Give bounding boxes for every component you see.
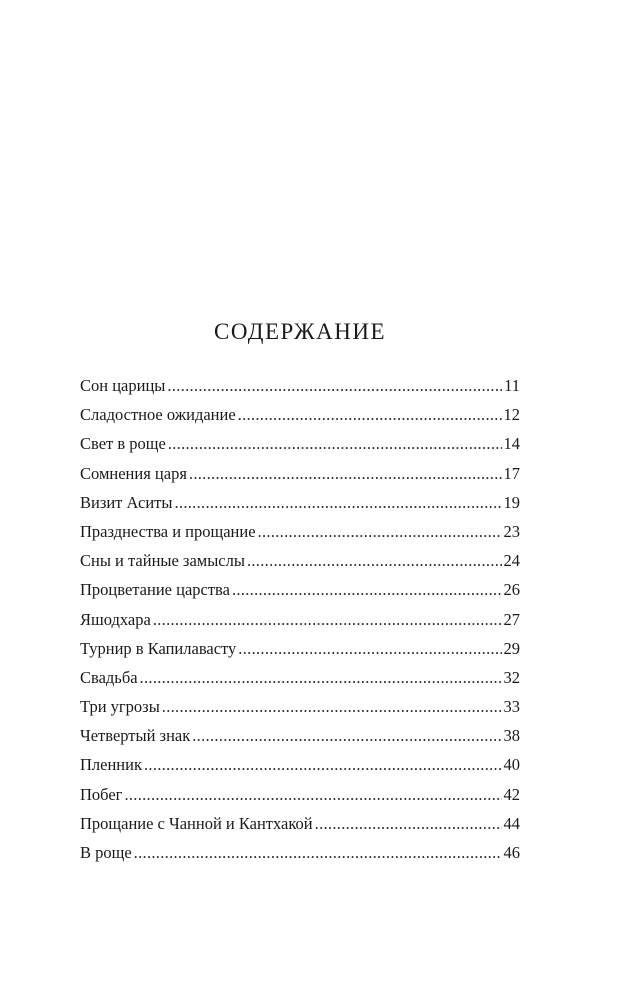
toc-entry-page: 33 xyxy=(503,697,520,717)
toc-entry xyxy=(80,371,520,400)
toc-entry-label: В роще xyxy=(80,843,132,862)
toc-entry xyxy=(80,488,520,517)
toc-entry-page: 14 xyxy=(503,434,520,454)
toc-entry-page: 42 xyxy=(503,784,520,804)
toc-entry xyxy=(80,400,520,429)
toc-entry-label: Свет в роще xyxy=(80,434,166,454)
toc-entry-page: 32 xyxy=(503,667,520,687)
toc-entry-label: Сны и тайные замыслы xyxy=(80,551,245,571)
dot-leader xyxy=(153,605,502,634)
toc-entry-label: Три угрозы xyxy=(80,697,160,717)
toc-entry-label: Турнир в Капилавасту xyxy=(80,638,237,658)
toc-entry-page: 26 xyxy=(503,580,520,600)
toc-entry xyxy=(80,809,520,838)
toc-entry xyxy=(80,546,520,575)
toc-entry-page: 38 xyxy=(503,726,520,746)
toc-entry-page: 17 xyxy=(503,463,520,483)
toc-entry-label: Процветание царства xyxy=(80,580,230,600)
toc-entry xyxy=(80,517,520,546)
toc-entry-page: 24 xyxy=(503,551,520,571)
toc-entry-page: 11 xyxy=(504,376,520,395)
toc-entry-label: Сон царицы xyxy=(80,376,166,395)
table-of-contents xyxy=(80,371,520,867)
toc-entry xyxy=(80,692,520,721)
toc-entry-page: 40 xyxy=(503,755,520,775)
dot-leader xyxy=(134,838,502,867)
dot-leader xyxy=(247,546,502,575)
dot-leader xyxy=(315,809,502,838)
toc-entry-page: 46 xyxy=(503,843,520,862)
toc-entry-page: 23 xyxy=(503,521,520,541)
dot-leader xyxy=(162,692,502,721)
dot-leader xyxy=(174,488,501,517)
dot-leader xyxy=(189,459,502,488)
toc-entry xyxy=(80,750,520,779)
dot-leader xyxy=(232,575,502,604)
toc-entry xyxy=(80,780,520,809)
dot-leader xyxy=(167,371,502,400)
toc-entry xyxy=(80,663,520,692)
toc-entry-page: 19 xyxy=(503,492,520,512)
toc-entry-page: 27 xyxy=(503,609,520,629)
toc-entry-label: Празднества и прощание xyxy=(80,521,256,541)
toc-entry-label: Свадьба xyxy=(80,667,138,687)
toc-entry xyxy=(80,429,520,458)
page-title: СОДЕРЖАНИЕ xyxy=(213,319,386,344)
dot-leader xyxy=(258,517,502,546)
toc-entry xyxy=(80,721,520,750)
toc-entry-label: Побег xyxy=(80,784,123,804)
toc-entry-label: Пленник xyxy=(80,755,142,775)
dot-leader xyxy=(238,634,501,663)
dot-leader xyxy=(168,429,502,458)
toc-entry xyxy=(80,634,520,663)
toc-entry-label: Сладостное ожидание xyxy=(80,405,236,425)
toc-entry-label: Четвертый знак xyxy=(80,726,191,746)
toc-entry xyxy=(80,575,520,604)
dot-leader xyxy=(124,780,501,809)
toc-entry-label: Прощание с Чанной и Кантхакой xyxy=(80,813,313,833)
toc-entry xyxy=(80,838,520,867)
toc-entry xyxy=(80,459,520,488)
toc-entry-label: Визит Аситы xyxy=(80,492,173,512)
toc-entry-label: Сомнения царя xyxy=(80,463,187,483)
toc-entry-page: 29 xyxy=(503,638,520,658)
toc-entry-label: Яшодхара xyxy=(80,609,151,629)
dot-leader xyxy=(144,750,502,779)
dot-leader xyxy=(238,400,502,429)
dot-leader xyxy=(192,721,501,750)
toc-entry-page: 12 xyxy=(503,405,520,425)
toc-entry-page: 44 xyxy=(503,813,520,833)
toc-entry xyxy=(80,605,520,634)
dot-leader xyxy=(140,663,502,692)
